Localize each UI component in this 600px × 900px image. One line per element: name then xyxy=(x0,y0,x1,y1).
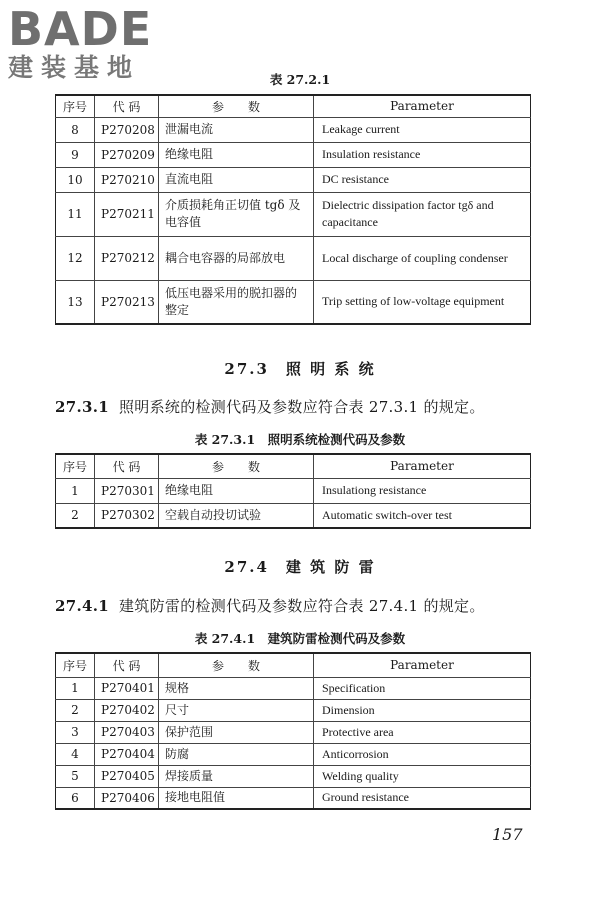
row-code: P270403 xyxy=(95,721,159,743)
table-row xyxy=(56,236,531,280)
row-number: 1 xyxy=(56,478,95,503)
row-param-en: Automatic switch-over test xyxy=(314,503,531,528)
row-code: P270302 xyxy=(95,503,159,528)
row-number: 11 xyxy=(56,192,95,236)
header-no: 序号 xyxy=(56,653,95,677)
row-code: P270209 xyxy=(95,142,159,167)
row-param-cn: 保护范围 xyxy=(159,721,314,743)
section-27-4-title: 27.4 建 筑 防 雷 xyxy=(224,558,376,576)
logo-wordmark: BADE xyxy=(8,2,153,56)
header-param-cn: 参 数 xyxy=(159,95,314,117)
table-row xyxy=(56,677,531,699)
row-param-en: Specification xyxy=(314,677,531,699)
header-param-en: Parameter xyxy=(314,95,531,117)
table-27-2-1 xyxy=(55,94,531,325)
header-no: 序号 xyxy=(56,95,95,117)
row-param-cn: 低压电器采用的脱扣器的整定 xyxy=(159,280,314,324)
clause-27-3-1 xyxy=(55,396,555,417)
row-number: 2 xyxy=(56,503,95,528)
table-row xyxy=(56,787,531,809)
table-row xyxy=(56,765,531,787)
clause-number: 27.3.1 xyxy=(55,398,109,416)
row-number: 13 xyxy=(56,280,95,324)
row-param-en: Dimension xyxy=(314,699,531,721)
table-header-row xyxy=(56,454,531,478)
row-code: P270402 xyxy=(95,699,159,721)
row-param-cn: 空载自动投切试验 xyxy=(159,503,314,528)
table-row xyxy=(56,117,531,142)
header-param-en: Parameter xyxy=(314,454,531,478)
table-row xyxy=(56,699,531,721)
row-code: P270406 xyxy=(95,787,159,809)
row-number: 6 xyxy=(56,787,95,809)
table-row xyxy=(56,721,531,743)
row-code: P270213 xyxy=(95,280,159,324)
row-param-en: Trip setting of low-voltage equipment xyxy=(314,280,531,324)
row-param-en: Leakage current xyxy=(314,117,531,142)
table-row xyxy=(56,192,531,236)
header-param-en: Parameter xyxy=(314,653,531,677)
row-code: P270401 xyxy=(95,677,159,699)
row-number: 2 xyxy=(56,699,95,721)
row-param-cn: 耦合电容器的局部放电 xyxy=(159,236,314,280)
row-code: P270301 xyxy=(95,478,159,503)
row-number: 9 xyxy=(56,142,95,167)
row-param-en: Insulationg resistance xyxy=(314,478,531,503)
row-code: P270404 xyxy=(95,743,159,765)
row-number: 12 xyxy=(56,236,95,280)
row-param-cn: 尺寸 xyxy=(159,699,314,721)
table-row xyxy=(56,167,531,192)
table-row xyxy=(56,503,531,528)
table-header-row xyxy=(56,95,531,117)
row-param-en: Insulation resistance xyxy=(314,142,531,167)
row-param-en: Dielectric dissipation factor tgδ and capacitance xyxy=(314,192,531,236)
row-param-en: Anticorrosion xyxy=(314,743,531,765)
row-number: 1 xyxy=(56,677,95,699)
table-row xyxy=(56,280,531,324)
clause-27-4-1 xyxy=(55,595,555,616)
row-param-cn: 直流电阻 xyxy=(159,167,314,192)
clause-number: 27.4.1 xyxy=(55,597,109,615)
row-param-cn: 防腐 xyxy=(159,743,314,765)
page-number: 157 xyxy=(492,825,523,844)
header-no: 序号 xyxy=(56,454,95,478)
row-param-cn: 介质损耗角正切值 tgδ 及电容值 xyxy=(159,192,314,236)
header-code: 代 码 xyxy=(95,95,159,117)
row-code: P270211 xyxy=(95,192,159,236)
table-27-3-1-caption: 表 27.3.1 照明系统检测代码及参数 xyxy=(194,432,406,447)
row-code: P270208 xyxy=(95,117,159,142)
table-row xyxy=(56,743,531,765)
row-number: 10 xyxy=(56,167,95,192)
row-param-cn: 接地电阻值 xyxy=(159,787,314,809)
clause-text: 建筑防雷的检测代码及参数应符合表 27.4.1 的规定。 xyxy=(119,597,485,615)
row-code: P270405 xyxy=(95,765,159,787)
section-27-3-title: 27.3 照 明 系 统 xyxy=(224,360,376,378)
logo-chinese-name: 建装基地 xyxy=(8,53,141,82)
row-param-cn: 绝缘电阻 xyxy=(159,478,314,503)
row-number: 8 xyxy=(56,117,95,142)
row-param-cn: 泄漏电流 xyxy=(159,117,314,142)
row-param-en: Ground resistance xyxy=(314,787,531,809)
row-param-cn: 绝缘电阻 xyxy=(159,142,314,167)
row-code: P270212 xyxy=(95,236,159,280)
header-code: 代 码 xyxy=(95,454,159,478)
clause-text: 照明系统的检测代码及参数应符合表 27.3.1 的规定。 xyxy=(119,398,485,416)
row-code: P270210 xyxy=(95,167,159,192)
table-header-row xyxy=(56,653,531,677)
header-param-cn: 参 数 xyxy=(159,454,314,478)
row-param-en: DC resistance xyxy=(314,167,531,192)
row-param-en: Welding quality xyxy=(314,765,531,787)
row-number: 5 xyxy=(56,765,95,787)
table-27-4-1-caption: 表 27.4.1 建筑防雷检测代码及参数 xyxy=(194,631,406,646)
table-27-4-1 xyxy=(55,652,531,810)
table-27-2-1-caption: 表 27.2.1 xyxy=(269,72,331,87)
table-row xyxy=(56,142,531,167)
row-param-cn: 焊接质量 xyxy=(159,765,314,787)
row-number: 4 xyxy=(56,743,95,765)
table-row xyxy=(56,478,531,503)
header-code: 代 码 xyxy=(95,653,159,677)
table-27-3-1 xyxy=(55,453,531,529)
row-param-en: Local discharge of coupling condenser xyxy=(314,236,531,280)
row-param-cn: 规格 xyxy=(159,677,314,699)
row-param-en: Protective area xyxy=(314,721,531,743)
row-number: 3 xyxy=(56,721,95,743)
header-param-cn: 参 数 xyxy=(159,653,314,677)
